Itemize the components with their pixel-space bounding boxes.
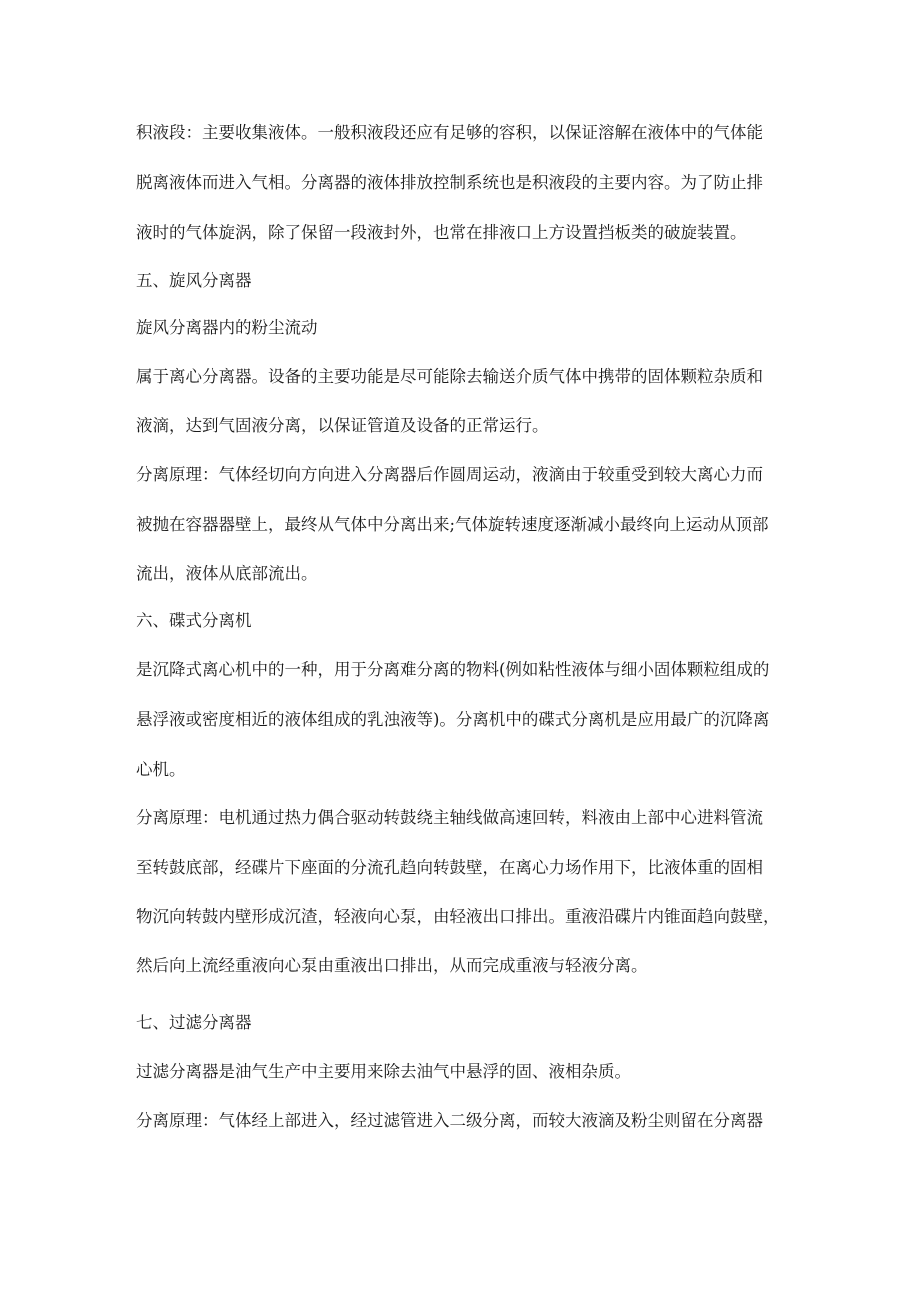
text-line: 心机。: [136, 760, 186, 779]
text-line: 被抛在容器器壁上，最终从气体中分离出来;气体旋转速度逐渐减小最终向上运动从顶部: [136, 515, 769, 534]
text-line: 属于离心分离器。设备的主要功能是尽可能除去输送介质气体中携带的固体颗粒杂质和: [136, 367, 763, 386]
text-line: 分离原理：气体经切向方向进入分离器后作圆周运动，液滴由于较重受到较大离心力而: [136, 465, 763, 484]
text-line: 悬浮液或密度相近的液体组成的乳浊液等)。分离机中的碟式分离机是应用最广的沉降离: [136, 710, 770, 729]
section-heading: 六、碟式分离机: [136, 611, 252, 630]
section-heading: 五、旋风分离器: [136, 271, 252, 290]
text-line: 是沉降式离心机中的一种，用于分离难分离的物料(例如粘性液体与细小固体颗粒组成的: [136, 660, 770, 679]
sub-heading: 旋风分离器内的粉尘流动: [136, 318, 318, 337]
text-line: 分离原理：气体经上部进入，经过滤管进入二级分离，而较大液滴及粉尘则留在分离器: [136, 1111, 763, 1130]
text-line: 积液段：主要收集液体。一般积液段还应有足够的容积，以保证溶解在液体中的气体能: [136, 123, 763, 142]
text-line: 过滤分离器是油气生产中主要用来除去油气中悬浮的固、液相杂质。: [136, 1062, 631, 1081]
text-line: 分离原理：电机通过热力偶合驱动转鼓绕主轴线做高速回转，料液由上部中心进料管流: [136, 808, 763, 827]
text-line: 至转鼓底部，经碟片下座面的分流孔趋向转鼓壁，在离心力场作用下，比液体重的固相: [136, 858, 763, 877]
section-heading: 七、过滤分离器: [136, 1013, 252, 1032]
text-line: 物沉向转鼓内壁形成沉渣，轻液向心泵，由轻液出口排出。重液沿碟片内锥面趋向鼓壁，: [136, 907, 780, 926]
text-line: 流出，液体从底部流出。: [136, 564, 318, 583]
text-line: 液滴，达到气固液分离，以保证管道及设备的正常运行。: [136, 416, 549, 435]
text-line: 液时的气体旋涡，除了保留一段液封外，也常在排液口上方设置挡板类的破旋装置。: [136, 223, 747, 242]
text-line: 然后向上流经重液向心泵由重液出口排出，从而完成重液与轻液分离。: [136, 956, 648, 975]
text-line: 脱离液体而进入气相。分离器的液体排放控制系统也是积液段的主要内容。为了防止排: [136, 173, 763, 192]
